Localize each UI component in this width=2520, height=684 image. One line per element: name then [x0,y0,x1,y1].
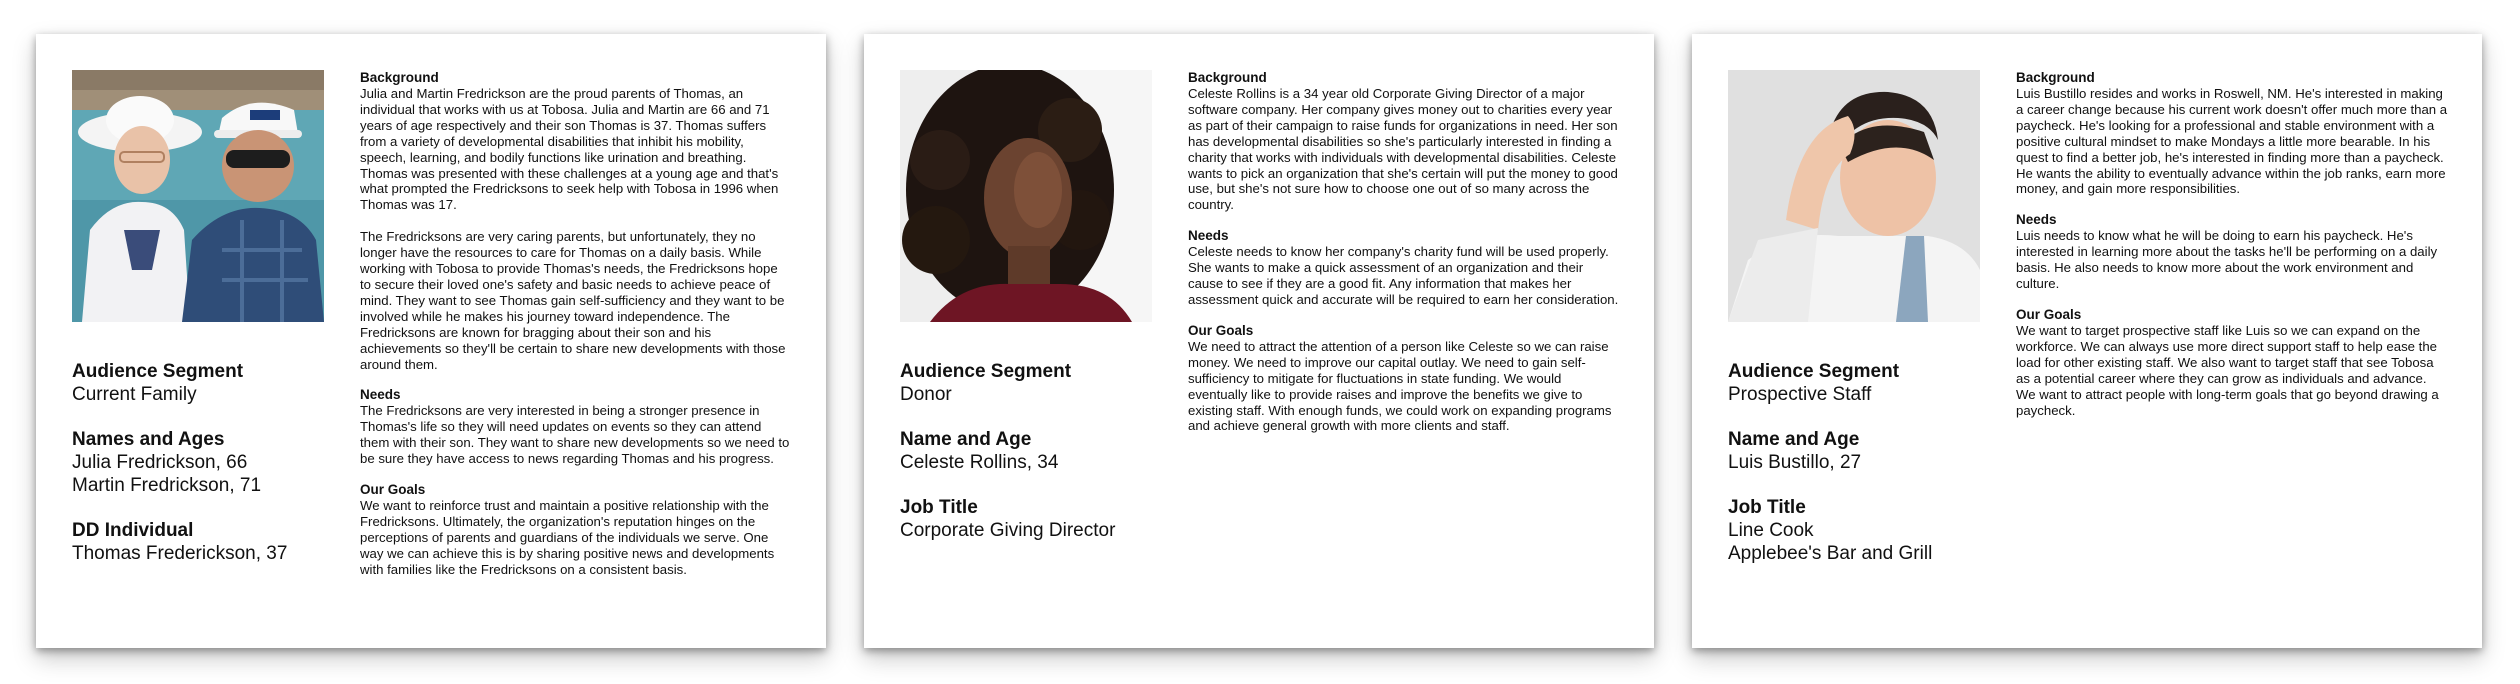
our-goals-section [2016,307,2448,418]
audience-segment-field [900,360,1160,406]
needs-section [360,387,792,467]
job-title-field [900,496,1160,542]
field-value: Prospective Staff [1728,384,1872,405]
field-value: Celeste Rollins, 34 [900,452,1059,473]
persona-details [1188,70,1620,449]
persona-summary [72,360,332,587]
needs-section [1188,228,1620,308]
field-value: Thomas Frederickson, 37 [72,543,288,564]
paragraph: The Fredricksons are very interested in being a stronger presence in Thomas's life so they will need updates on events so they can attend them with their son. They want to share new developments so we need to be sure they have access to news regarding Thomas and his progress. [360,403,790,467]
section-body [2016,228,2448,292]
field-value: Luis Bustillo, 27 [1728,452,1862,473]
section-heading: Needs [360,387,401,403]
section-heading: Background [360,70,439,85]
section-heading: Our Goals [2016,306,2082,322]
section-body [1188,86,1620,213]
names-and-ages-field [72,428,332,497]
audience-segment-field [72,360,332,406]
our-goals-section [1188,323,1620,434]
field-label: DD Individual [72,520,194,541]
field-label: Name and Age [1728,429,1860,450]
field-label: Audience Segment [900,361,1072,382]
paragraph: Celeste needs to know her company's charity fund will be used properly. She wants to make a quick assessment of an organization and their cause to see if they are a good fit. Any information that makes her assessment quick and accurate will be required to earn her consideration. [1188,244,1619,307]
field-value: Donor [900,384,952,405]
section-heading: Our Goals [360,482,426,498]
paragraph: Julia and Martin Fredrickson are the proud parents of Thomas, an individual that works with us at Tobosa. Julia and Martin are 66 and 71 years of age respectively and their son Thomas is 37. Thomas suffers from a variety of developmental disabilities that inhibit his mobility, speech, learning, and bodily functions like urination and breathing. Thomas was presented with these challenges at a young age and that's what prompted the Fredricksons to seek help with Tobosa in 1996 when Thomas was 17. [360,86,779,213]
section-body [360,403,792,467]
field-value: Line Cook Applebee's Bar and Grill [1728,520,1933,564]
persona-summary [1728,360,1988,587]
section-body [1188,339,1620,434]
field-label: Name and Age [900,429,1032,450]
name-and-age-field [900,428,1160,474]
paragraph: The Fredricksons are very caring parents, but unfortunately, they no longer have the resources to care for Thomas on a daily basis. While working with Tobosa to provide Thomas's needs, the Fredricksons hope to secure their loved one's safety and basic needs to achieve peace of mind. They want to see Thomas gain self-sufficiency and they want to be involved while he makes his journey toward independence. The Fredricksons are known for bragging about their son and his achievements so they'll be certain to share new developments with those around them. [360,229,786,372]
section-body [360,86,792,372]
needs-section [2016,212,2448,292]
section-body [2016,323,2448,418]
background-section [1188,70,1620,213]
name-and-age-field [1728,428,1988,474]
section-body [1188,244,1620,308]
field-label: Audience Segment [1728,361,1900,382]
paragraph: Luis needs to know what he will be doing to earn his paycheck. He's interested in learning more about the tasks he'll be performing on a daily basis. He also needs to know more about the work environment and culture. [2016,228,2438,292]
field-label: Job Title [1728,497,1806,518]
section-body [2016,86,2448,197]
persona-card-donor [864,34,1654,648]
paragraph: Celeste Rollins is a 34 year old Corporate Giving Director of a major software company. Her company gives money out to charities every year as part of their campaign to raise funds for organizations in need. Her son has developmental disabilities so she's particularly interested in finding a charity that works with individuals with developmental disabilities. Celeste wants to pick an organization that she's certain will put the money to good use, but she's not sure how to choose one out of so many across the country. [1188,86,1618,213]
paragraph: Luis Bustillo resides and works in Roswell, NM. He's interested in making a career change because his current work doesn't offer much more than a paycheck. He's looking for a professional and stable environment with a positive cultural mindset to make Mondays a little more bearable. In his quest to find a better job, he's interested in finding more than a paycheck. He wants the ability to eventually advance within the job ranks, earn more money, and gain more responsibilities. [2016,86,2448,197]
field-value: Current Family [72,384,197,405]
persona-photo-young-man [1728,70,1980,322]
field-label: Names and Ages [72,429,225,450]
field-label: Audience Segment [72,361,244,382]
persona-photo-woman-portrait [900,70,1152,322]
section-heading: Background [1188,70,1267,85]
section-heading: Our Goals [1188,322,1254,338]
section-body [360,498,792,578]
persona-photo-elderly-couple [72,70,324,322]
section-heading: Needs [1188,228,1229,244]
field-value: Julia Fredrickson, 66 Martin Fredrickson, 71 [72,452,262,496]
persona-card-current-family [36,34,826,648]
our-goals-section [360,482,792,578]
field-value: Corporate Giving Director [900,520,1116,541]
background-section [360,70,792,372]
persona-card-prospective-staff [1692,34,2482,648]
section-heading: Needs [2016,212,2057,228]
field-label: Job Title [900,497,978,518]
job-title-field [1728,496,1988,565]
persona-details [2016,70,2448,433]
background-section [2016,70,2448,197]
persona-details [360,70,792,593]
section-heading: Background [2016,70,2095,85]
persona-summary [900,360,1160,564]
paragraph: We want to reinforce trust and maintain a positive relationship with the Fredricksons. Ultimately, the organization's reputation hinges on the perceptions of parents and guardians of the individuals we serve. One way we can achieve this is by sharing positive news and developments with families like the Fredricksons on a consistent basis. [360,498,775,577]
paragraph: We need to attract the attention of a person like Celeste so we can raise money. We need to improve our capital outlay. We need to gain self-sufficiency to mitigate for fluctuations in state funding. We would eventually like to provide raises and improve the benefits we give to existing staff. With enough funds, we could work on expanding programs and achieve general growth with more clients and staff. [1188,338,1612,434]
audience-segment-field [1728,360,1988,406]
paragraph: We want to target prospective staff like Luis so we can expand on the workforce. We can always use more direct support staff to help ease the load for other existing staff. We also want to target staff that see Tobosa as a potential career where they can grow as individuals and advance. We want to attract people with long-term goals that go beyond drawing a paycheck. [2016,322,2439,418]
dd-individual-field [72,519,332,565]
